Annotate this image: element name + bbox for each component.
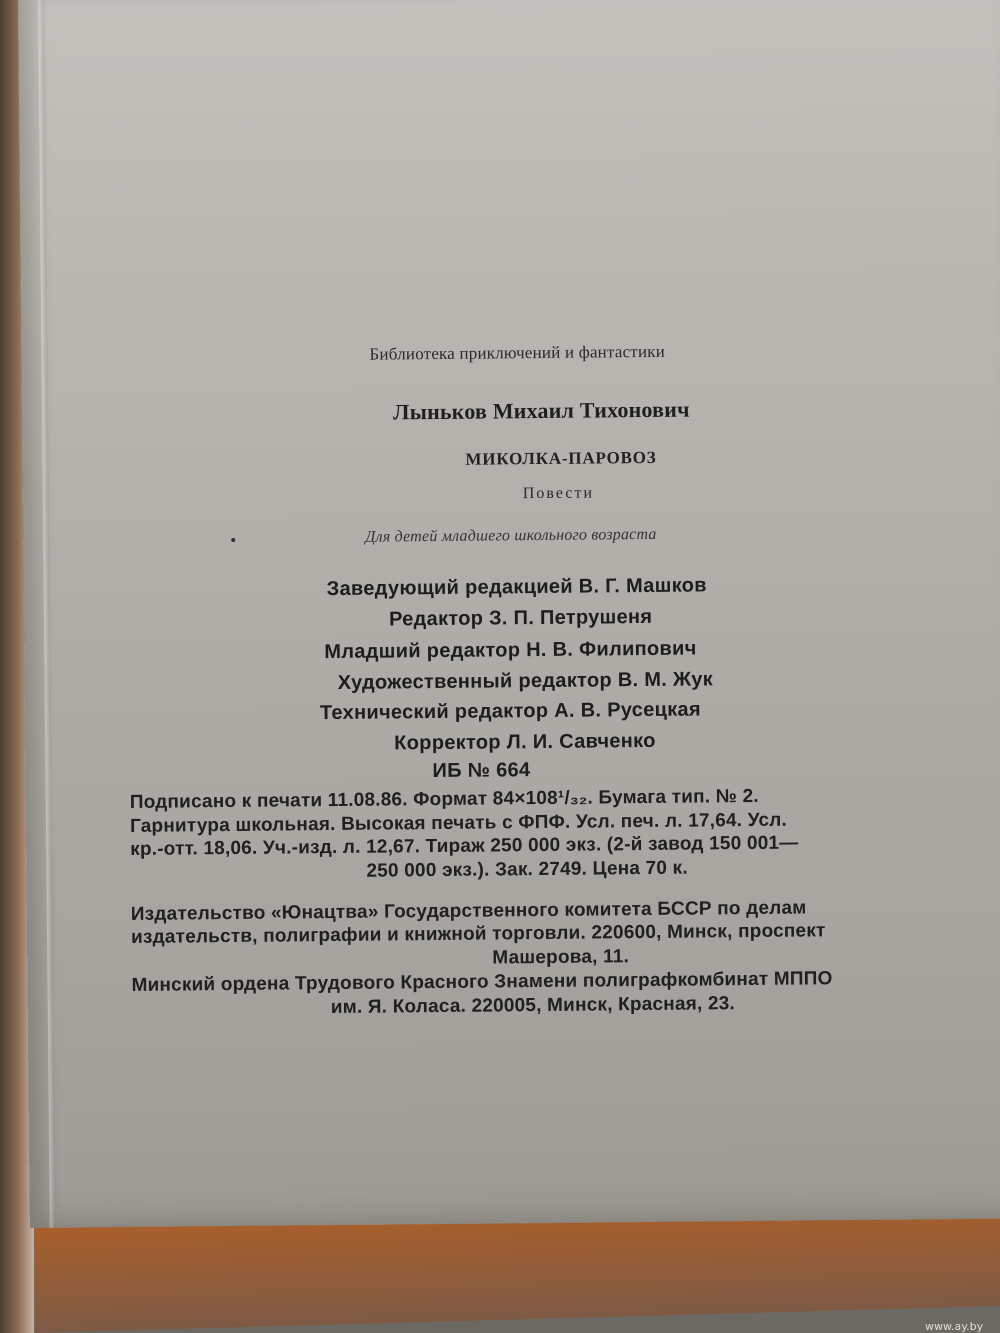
imprint-page-content	[18, 0, 1000, 1228]
credit-line-art-editor: Художественный редактор В. М. Жук	[337, 668, 714, 694]
ib-number: ИБ № 664	[432, 759, 531, 783]
genre-label: Повести	[522, 484, 595, 503]
credit-line-head-editor: Заведующий редакцией В. Г. Машков	[326, 574, 707, 601]
audience-note: Для детей младшего школьного возраста	[365, 525, 657, 546]
print-dot	[231, 538, 235, 542]
imprint-line: кр.-отт. 18,06. Уч.-изд. л. 12,67. Тираж 250 000 экз. (2-й завод 150 001—	[130, 832, 799, 860]
publisher-line: Машерова, 11.	[492, 946, 630, 969]
credit-line-junior-editor: Младший редактор Н. В. Филипович	[324, 637, 697, 664]
printer-line: им. Я. Коласа. 220005, Минск, Красная, 23.	[330, 993, 736, 1019]
imprint-line: Гарнитура школьная. Высокая печать с ФПФ. Усл. печ. л. 17,64. Усл.	[129, 809, 788, 837]
imprint-line: 250 000 экз.). Зак. 2749. Цена 70 к.	[366, 857, 688, 882]
imprint-line: Подписано к печати 11.08.86. Формат 84×108¹/₃₂. Бумага тип. № 2.	[129, 785, 759, 813]
site-watermark: www.ay.by	[925, 1320, 984, 1333]
credit-line-editor: Редактор З. П. Петрушеня	[388, 605, 653, 631]
printer-line: Минский ордена Трудового Красного Знамени полиграфкомбинат МППО	[131, 968, 833, 996]
publisher-line: Издательство «Юнацтва» Государственного комитета БССР по делам	[130, 897, 807, 925]
book-title: МИКОЛКА-ПАРОВОЗ	[465, 447, 657, 469]
series-title: Библиотека приключений и фантастики	[369, 341, 666, 364]
book-page	[18, 0, 1000, 1228]
publisher-line: издательств, полиграфии и книжной торговли. 220600, Минск, проспект	[130, 920, 826, 948]
credit-line-technical-editor: Технический редактор А. В. Русецкая	[319, 698, 701, 725]
credit-line-proofreader: Корректор Л. И. Савченко	[394, 729, 656, 755]
author-name: Лыньков Михаил Тихонович	[392, 396, 690, 425]
